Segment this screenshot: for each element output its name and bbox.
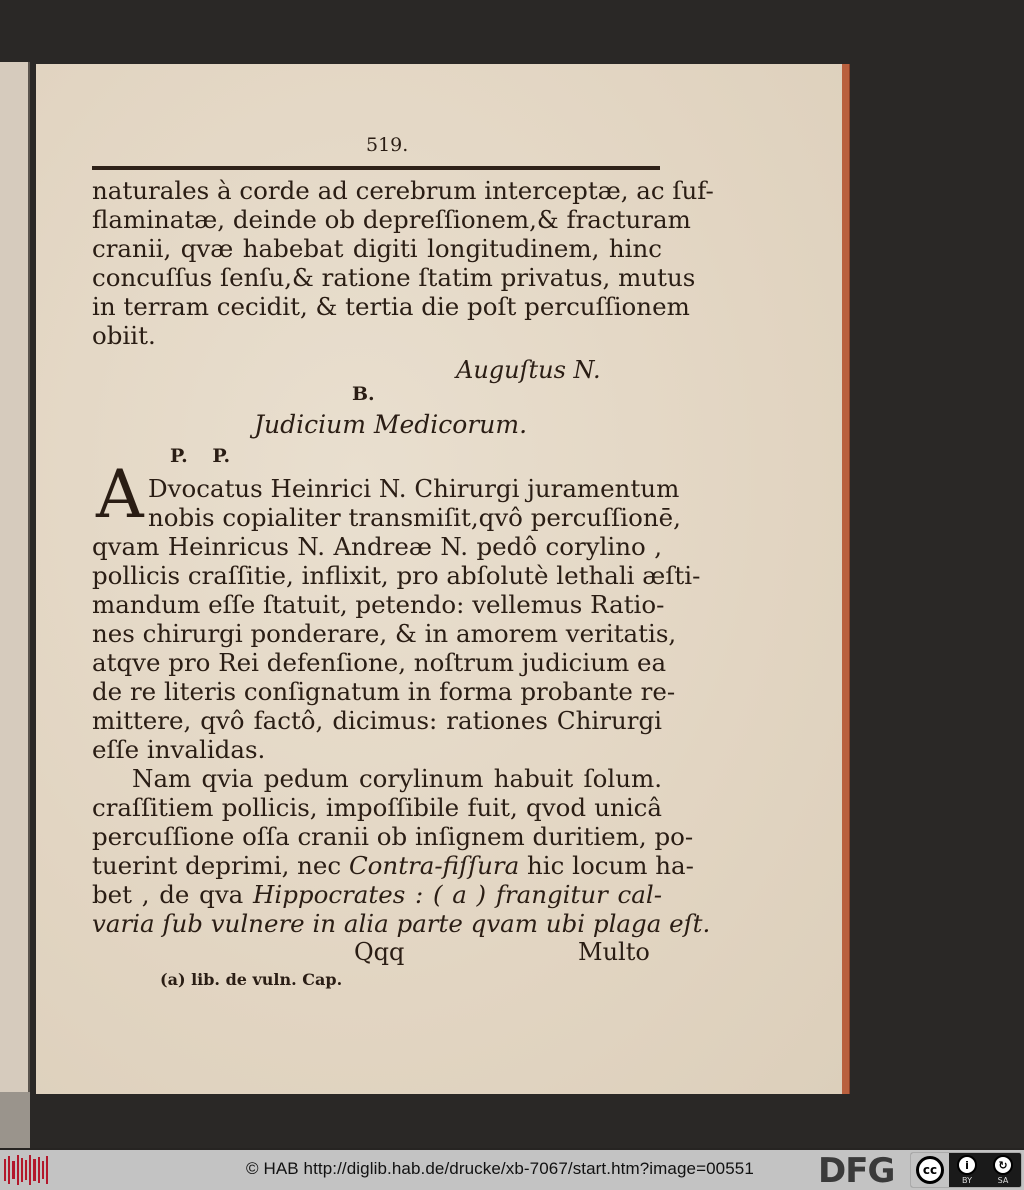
share-alike-icon: ↻: [993, 1155, 1013, 1175]
section-heading: Judicium Medicorum.: [254, 410, 528, 439]
catchword: Multo: [578, 938, 650, 966]
text-line: Dvocatus Heinrici N. Chirurgi juramentum: [148, 474, 680, 503]
section-label: B.: [352, 383, 375, 405]
drop-cap: A: [96, 456, 144, 533]
text-line: qvam Heinricus N. Andreæ N. pedô corylino ,: [92, 532, 662, 561]
signature-mark: Qqq: [354, 938, 405, 966]
reasoning-paragraph: [92, 764, 711, 938]
footer-bar: [0, 1150, 1024, 1190]
italic-quote: Hippocrates : ( a ) frangitur cal-: [253, 880, 663, 909]
text-line: nes chirurgi ponderare, & in amorem veritatis,: [92, 619, 677, 648]
text-line: concuſſus ſenſu,& ratione ſtatim privatus, mutus: [92, 263, 696, 292]
text-line: obiit.: [92, 321, 156, 350]
footnote: (a) lib. de vuln. Cap.: [160, 970, 343, 989]
page-red-edge: [842, 64, 850, 1094]
cc-icon: cc: [916, 1156, 944, 1184]
text-run: bet , de qva: [92, 880, 253, 909]
text-line: Nam qvia pedum corylinum habuit ſolum.: [132, 764, 662, 793]
text-line: percuſſione oſſa cranii ob inſignem duritiem, po-: [92, 822, 694, 851]
text-line: atqve pro Rei defenſione, noſtrum judicium ea: [92, 648, 667, 677]
text-line: pollicis craſſitie, inflixit, pro abſolutè lethali æſti-: [92, 561, 701, 590]
italic-term: Contra-fiſſura: [348, 851, 520, 880]
text-line: mittere, qvô factô, dicimus: rationes Chirurgi: [92, 706, 662, 735]
text-line: cranii, qvæ habebat digiti longitudinem, hinc: [92, 234, 662, 263]
dfg-logo[interactable]: DFG: [818, 1151, 895, 1190]
judgment-paragraph: [92, 532, 701, 764]
text-line: [92, 880, 662, 909]
text-line: flaminatæ, deinde ob depreſſionem,& fracturam: [92, 205, 691, 234]
text-line: nobis copialiter transmiſit,qvô percuſſionē,: [148, 503, 681, 532]
by-attribution-icon: i: [957, 1155, 977, 1175]
text-line: naturales à corde ad cerebrum interceptæ, ac ſuf-: [92, 176, 714, 205]
salutation: P. P.: [170, 445, 231, 467]
text-line: craſſitiem pollicis, impoſſibile fuit, qvod unicâ: [92, 793, 662, 822]
by-label: BY: [962, 1176, 972, 1185]
header-rule: [92, 166, 660, 170]
hab-barcode-logo-icon[interactable]: [4, 1154, 48, 1186]
text-line: eſſe invalidas.: [92, 735, 266, 764]
text-run: hic locum ha-: [519, 851, 694, 880]
signature: Auguſtus N.: [456, 356, 601, 384]
cc-license-badge[interactable]: [910, 1152, 1022, 1188]
page-number: 519.: [366, 134, 409, 156]
text-line: in terram cecidit, & tertia die poſt percuſſionem: [92, 292, 690, 321]
text-line: mandum eſſe ſtatuit, petendo: vellemus Ratio-: [92, 590, 665, 619]
adjacent-page-strip-lower: [0, 1092, 30, 1148]
sa-label: SA: [997, 1176, 1009, 1185]
text-line: varia ſub vulnere in alia parte qvam ubi plaga eſt.: [92, 909, 711, 938]
opening-paragraph: [92, 176, 714, 350]
text-run: tuerint deprimi, nec: [92, 851, 349, 880]
text-line: de re literis conſignatum in forma probante re-: [92, 677, 676, 706]
copyright-link[interactable]: © HAB http://diglib.hab.de/drucke/xb-7067/start.htm?image=00551: [246, 1159, 754, 1178]
adjacent-page-strip: [0, 62, 30, 1102]
text-line: [92, 851, 694, 880]
dropcap-lines: [148, 474, 681, 532]
